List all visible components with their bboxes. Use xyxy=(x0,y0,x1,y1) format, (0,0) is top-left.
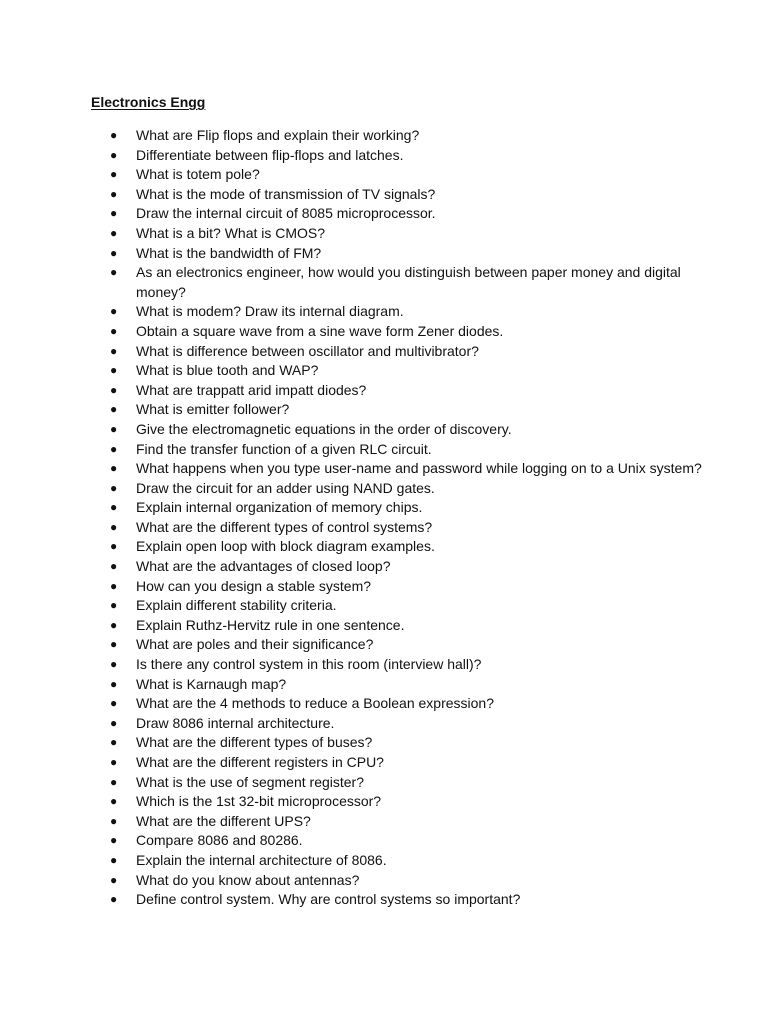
list-item xyxy=(110,361,710,381)
question-text: What is blue tooth and WAP? xyxy=(136,362,319,379)
bullet-icon: ● xyxy=(110,363,118,378)
list-item xyxy=(110,322,710,342)
question-text: What is Karnaugh map? xyxy=(136,675,287,692)
bullet-icon: ● xyxy=(110,500,118,515)
bullet-icon: ● xyxy=(110,657,118,672)
question-text: How can you design a stable system? xyxy=(136,577,372,594)
bullet-icon: ● xyxy=(110,186,118,201)
list-item xyxy=(110,146,710,166)
list-item xyxy=(110,244,710,264)
bullet-icon: ● xyxy=(110,519,118,534)
list-item xyxy=(110,440,710,460)
list-item xyxy=(110,302,710,322)
question-text: Obtain a square wave from a sine wave form Zener diodes. xyxy=(136,322,504,339)
bullet-icon: ● xyxy=(110,167,118,182)
list-item xyxy=(110,165,710,185)
bullet-icon: ● xyxy=(110,696,118,711)
question-text: Which is the 1st 32-bit microprocessor? xyxy=(136,793,382,810)
bullet-icon: ● xyxy=(110,598,118,613)
list-item xyxy=(110,714,710,734)
question-text: What is the bandwidth of FM? xyxy=(136,244,322,261)
list-item xyxy=(110,733,710,753)
question-text: What happens when you type user-name and password while logging on to a Unix system? xyxy=(136,460,702,477)
list-item xyxy=(110,773,710,793)
list-item xyxy=(110,204,710,224)
question-text: Define control system. Why are control systems so important? xyxy=(136,891,521,908)
question-text: Explain different stability criteria. xyxy=(136,597,337,614)
question-text: Draw the internal circuit of 8085 microprocessor. xyxy=(136,205,436,222)
bullet-icon: ● xyxy=(110,774,118,789)
question-text: Explain Ruthz-Hervitz rule in one sentence. xyxy=(136,616,405,633)
list-item xyxy=(110,224,710,244)
bullet-icon: ● xyxy=(110,735,118,750)
bullet-icon: ● xyxy=(110,128,118,142)
bullet-icon: ● xyxy=(110,617,118,632)
list-item xyxy=(110,577,710,597)
list-item xyxy=(110,655,710,675)
list-item xyxy=(110,812,710,832)
list-item xyxy=(110,459,710,479)
question-text: Draw the circuit for an adder using NAND gates. xyxy=(136,479,435,496)
question-text: Give the electromagnetic equations in the order of discovery. xyxy=(136,420,512,437)
bullet-icon: ● xyxy=(110,461,118,476)
question-list xyxy=(110,126,710,910)
bullet-icon: ● xyxy=(110,323,118,338)
list-item xyxy=(110,675,710,695)
bullet-icon: ● xyxy=(110,539,118,554)
question-text: What are the different types of buses? xyxy=(136,734,373,751)
bullet-icon: ● xyxy=(110,265,118,280)
bullet-icon: ● xyxy=(110,813,118,828)
question-text: What are poles and their significance? xyxy=(136,636,374,653)
bullet-icon: ● xyxy=(110,637,118,652)
question-text: What are Flip flops and explain their working? xyxy=(136,127,420,143)
list-item xyxy=(110,557,710,577)
question-text: What is difference between oscillator and multivibrator? xyxy=(136,342,479,359)
list-item xyxy=(110,694,710,714)
question-text: What are the different UPS? xyxy=(136,812,311,829)
list-item xyxy=(110,851,710,871)
question-text: What is the mode of transmission of TV signals? xyxy=(136,185,436,202)
question-text: Compare 8086 and 80286. xyxy=(136,832,303,849)
question-text: What are the different types of control systems? xyxy=(136,518,433,535)
question-text: What are the 4 methods to reduce a Boolean expression? xyxy=(136,695,494,712)
bullet-icon: ● xyxy=(110,872,118,887)
bullet-icon: ● xyxy=(110,225,118,240)
list-item xyxy=(110,126,710,146)
question-text: What is modem? Draw its internal diagram. xyxy=(136,303,404,320)
list-item xyxy=(110,263,710,302)
question-text: What is a bit? What is CMOS? xyxy=(136,224,326,241)
bullet-icon: ● xyxy=(110,206,118,221)
bullet-icon: ● xyxy=(110,559,118,574)
bullet-icon: ● xyxy=(110,402,118,417)
bullet-icon: ● xyxy=(110,892,118,907)
question-text: What do you know about antennas? xyxy=(136,871,360,888)
bullet-icon: ● xyxy=(110,147,118,162)
question-text: What is totem pole? xyxy=(136,166,260,183)
list-item xyxy=(110,381,710,401)
list-item xyxy=(110,498,710,518)
question-text: Explain open loop with block diagram examples. xyxy=(136,538,435,555)
page-title: Electronics Engg xyxy=(91,94,206,110)
bullet-icon: ● xyxy=(110,304,118,319)
bullet-icon: ● xyxy=(110,382,118,397)
list-item xyxy=(110,479,710,499)
question-text: Find the transfer function of a given RLC circuit. xyxy=(136,440,432,457)
bullet-icon: ● xyxy=(110,578,118,593)
question-text: As an electronics engineer, how would you distinguish between paper money and digital money? xyxy=(136,264,681,300)
list-item xyxy=(110,420,710,440)
list-item xyxy=(110,185,710,205)
bullet-icon: ● xyxy=(110,755,118,769)
question-text: What are the different registers in CPU? xyxy=(136,754,384,770)
bullet-icon: ● xyxy=(110,421,118,436)
list-item xyxy=(110,400,710,420)
list-item xyxy=(110,596,710,616)
list-item xyxy=(110,635,710,655)
list-item xyxy=(110,890,710,910)
question-text: What is emitter follower? xyxy=(136,401,290,418)
list-item xyxy=(110,616,710,636)
question-text: Draw 8086 internal architecture. xyxy=(136,714,335,731)
list-item xyxy=(110,792,710,812)
question-text: Explain the internal architecture of 8086. xyxy=(136,851,387,868)
question-text: Explain internal organization of memory chips. xyxy=(136,499,423,516)
question-text: What are trappatt arid impatt diodes? xyxy=(136,381,367,398)
bullet-icon: ● xyxy=(110,245,118,260)
list-item xyxy=(110,871,710,891)
question-text: Is there any control system in this room (interview hall)? xyxy=(136,656,482,673)
bullet-icon: ● xyxy=(110,480,118,495)
bullet-icon: ● xyxy=(110,343,118,358)
list-item xyxy=(110,518,710,538)
question-text: What are the advantages of closed loop? xyxy=(136,558,391,575)
list-item xyxy=(110,537,710,557)
question-text: Differentiate between flip-flops and latches. xyxy=(136,146,404,163)
bullet-icon: ● xyxy=(110,852,118,867)
list-item xyxy=(110,753,710,773)
bullet-icon: ● xyxy=(110,794,118,809)
bullet-icon: ● xyxy=(110,441,118,456)
list-item xyxy=(110,342,710,362)
bullet-icon: ● xyxy=(110,833,118,848)
bullet-icon: ● xyxy=(110,676,118,691)
bullet-icon: ● xyxy=(110,715,118,730)
list-item xyxy=(110,831,710,851)
question-text: What is the use of segment register? xyxy=(136,773,364,790)
